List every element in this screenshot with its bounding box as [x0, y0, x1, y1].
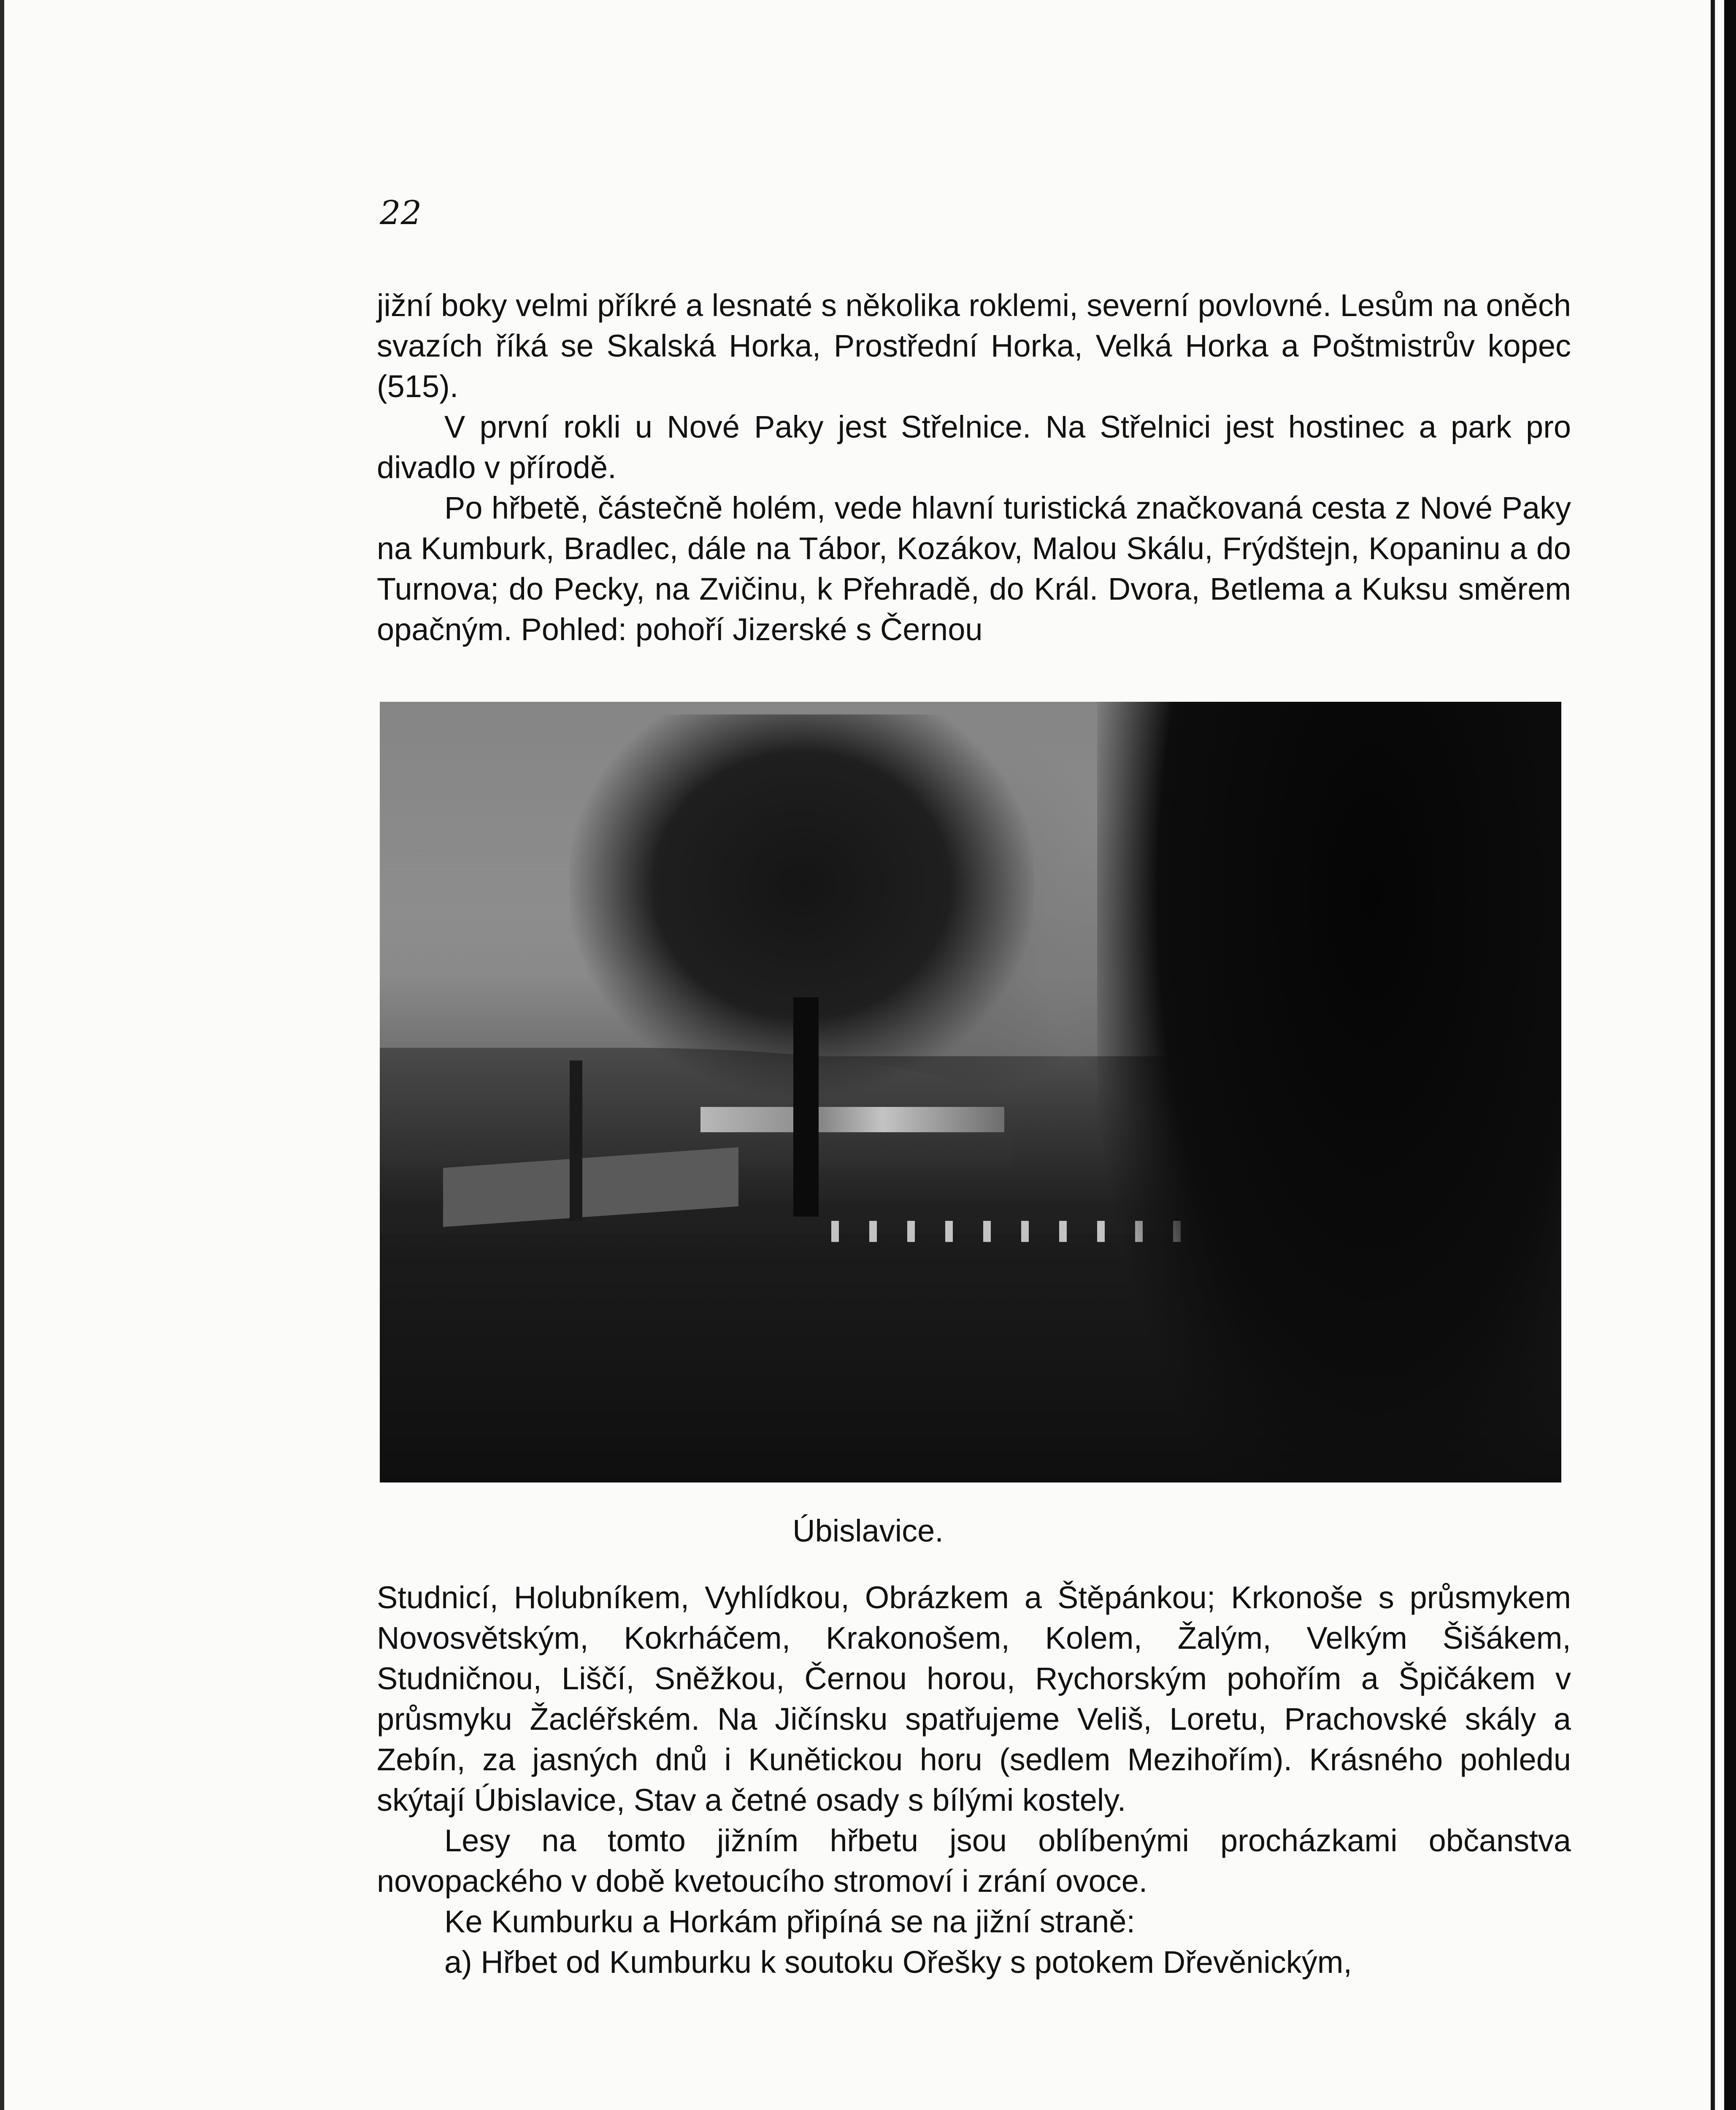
photo-caption: Úbislavice. — [792, 1513, 944, 1548]
paragraph: Studnicí, Holubníkem, Vyhlídkou, Obrázkem a Štěpánkou; Krkonoše s průsmykem Novosvětským, Kokrháčem, Krakonošem, Kolem, Žalým, Velkým Šišákem, Studničnou, Liščí, Sněžkou, Černou horou, Rychorským pohořím a Špičákem v průsmyku Žacléřském. Na Jičínsku spatřujeme Veliš, Loretu, Prachovské skály a Zebín, za jasných dnů i Kunětickou horu (sedlem Mezihořím). Krásného pohledu skýtají Úbislavice, Stav a četné osady s bílými kostely. — [377, 1580, 1571, 1818]
landscape-photo — [380, 702, 1561, 1482]
page-right-edge — [1724, 0, 1736, 2110]
paragraph: jižní boky velmi příkré a lesnaté s několika roklemi, severní povlovné. Lesům na oněch svazích říká se Skalská Horka, Prostřední Horka, Velká Horka a Poštmistrův kopec (515). — [377, 288, 1571, 404]
paragraph: Ke Kumburku a Horkám připíná se na jižní straně: — [444, 1904, 1135, 1939]
page-binding-line — [1711, 0, 1715, 2110]
paragraph: Po hřbetě, částečně holém, vede hlavní turistická značkovaná cesta z Nové Paky na Kumburk, Bradlec, dále na Tábor, Kozákov, Malou Skálu, Frýdštejn, Kopaninu a do Turnova; do Pecky, na Zvičinu, k Přehradě, do Král. Dvora, Betlema a Kuksu směrem opačným. Pohled: pohoří Jizerské s Černou — [377, 490, 1571, 647]
page-left-edge — [0, 0, 4, 2110]
bottom-text-block — [377, 1577, 1571, 1983]
top-text-block — [377, 285, 1571, 650]
photo-large-tree — [1097, 702, 1561, 1482]
photo-small-tree-trunk — [570, 1060, 582, 1221]
paragraph: V první rokli u Nové Paky jest Střelnice. Na Střelnici jest hostinec a park pro divadlo v přírodě. — [377, 409, 1571, 485]
paragraph: Lesy na tomto jižním hřbetu jsou oblíbenými procházkami občanstva novopackého v době kvetoucího stromoví i zrání ovoce. — [377, 1823, 1571, 1899]
paragraph: a) Hřbet od Kumburku k soutoku Ořešky s potokem Dřevěnickým, — [444, 1945, 1352, 1980]
photo-village — [700, 1107, 1004, 1132]
photo-tree-trunk — [793, 997, 819, 1217]
page-number: 22 — [380, 194, 422, 232]
